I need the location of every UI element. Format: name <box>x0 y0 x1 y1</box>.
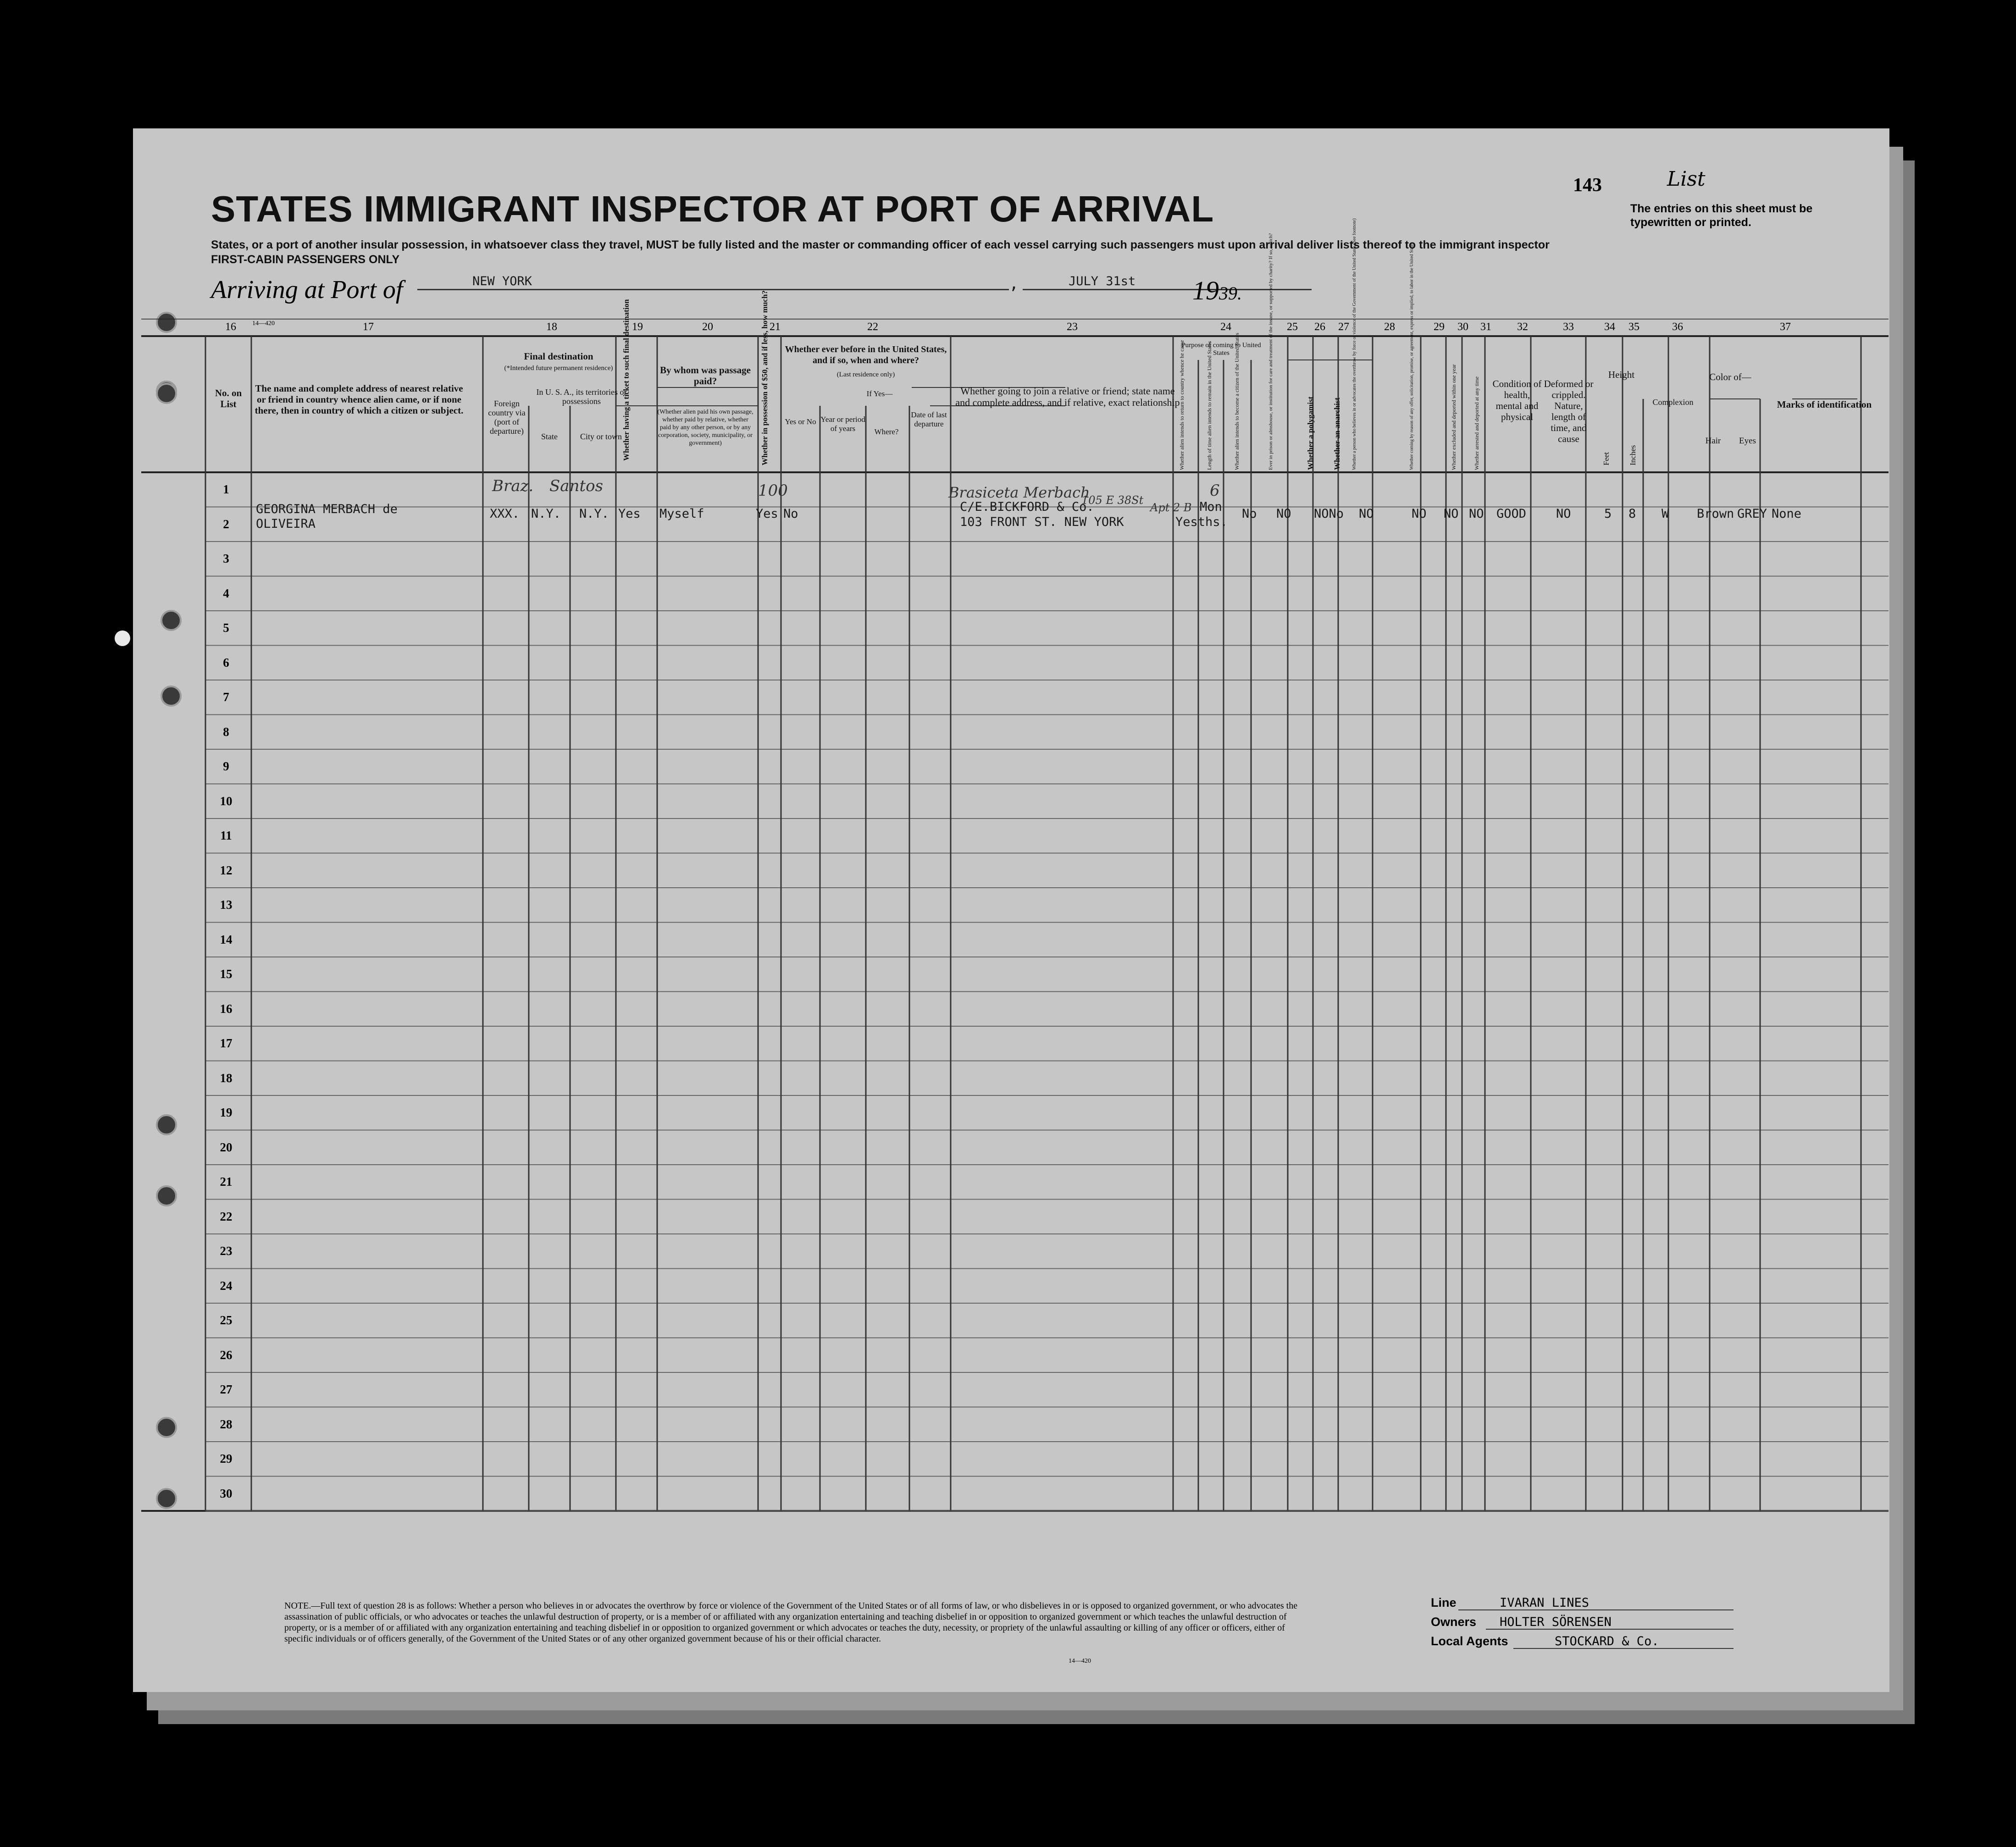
row-number: 16 <box>220 1001 233 1016</box>
col-header-22-ifyes: If Yes— <box>866 389 893 398</box>
col-header-34: Height <box>1608 369 1635 380</box>
col-header-25: Ever in prison or almshouse, or institution for care and treatment of the insane, or supported by charity? If so, which? <box>1268 233 1274 470</box>
col-header-36-eyes: Eyes <box>1739 436 1756 446</box>
row-number: 24 <box>220 1278 233 1293</box>
form-number-top: 14—420 <box>252 320 275 327</box>
hand-join2: 105 E 38St <box>1081 494 1144 507</box>
row-number: 18 <box>220 1071 233 1085</box>
year-suffix: 39. <box>1219 283 1242 304</box>
footnote: NOTE.—Full text of question 28 is as follows: Whether a person who believes in or advocates the overthrow by force or violence of the Government of the United States or of all forms of law, or who disbelieves in or is opposed to organized government, or who advocates the assassination of public officials, or who advocates or teaches the unlawful destruction of property, or is a member of or affiliated with any organization entertaining and teaching disbelief in or opposition to organized government or which teaches the unlawful destruction of property, or is a member of or affiliated with any organization entertaining and teaching disbelief in or opposition to organized government or which advocates or teaches the duty, necessity, or propriety of the unlawful assaulting or killing of any officer or officers, either of specific individuals or of officers generally, of the Government of the United States or of any other organized government because of his or their official character. <box>284 1601 1298 1644</box>
row-number: 12 <box>220 863 233 877</box>
entry-before: No <box>783 507 798 521</box>
col-num-33: 33 <box>1563 321 1574 333</box>
col-header-16: No. on List <box>215 387 242 409</box>
col-num-22: 22 <box>867 321 878 333</box>
agents-value: STOCKARD & Co. <box>1555 1634 1659 1648</box>
row-number: 21 <box>220 1175 233 1189</box>
row-number: 25 <box>220 1313 233 1327</box>
agents-underline <box>1513 1648 1734 1649</box>
col-header-22-yesno: Yes or No <box>785 417 816 426</box>
entry-health: GOOD <box>1496 507 1527 521</box>
col-header-27: Whether an anarchist <box>1333 397 1341 470</box>
col-header-21: Whether in possession of $50, and if less, how much? <box>760 290 769 465</box>
col-num-19: 19 <box>632 321 643 333</box>
col-header-37: Marks of identification <box>1777 399 1872 410</box>
line-label: Line <box>1431 1596 1457 1609</box>
col-header-35: Complexion <box>1652 398 1694 407</box>
entry-join-line1: C/E.BICKFORD & Co. <box>960 500 1094 514</box>
col-num-18: 18 <box>546 321 557 333</box>
col-header-20: By whom was passage paid? <box>660 365 751 387</box>
entry-feet: 5 <box>1604 507 1612 521</box>
entry-city: N.Y. <box>579 507 609 521</box>
line-underline <box>1458 1609 1734 1610</box>
entry-c26: NO <box>1276 507 1291 521</box>
col-num-35: 35 <box>1628 321 1639 333</box>
entry-join-line2: 103 FRONT ST. NEW YORK <box>960 515 1124 529</box>
agents-label: Local Agents <box>1431 1634 1508 1648</box>
row-number: 8 <box>223 724 229 739</box>
col-header-23: Whether going to join a relative or friend; state name and complete address, and if relative, exact relationship <box>955 385 1180 408</box>
port-field <box>417 289 1009 290</box>
entry-deformed: NO <box>1556 507 1571 521</box>
col-header-29: Whether coming by reason of any offer, solicitation, promise, or agreement, express or implied, to labor in the United States <box>1409 242 1414 470</box>
port-value: NEW YORK <box>472 274 532 288</box>
punch-hole <box>115 630 130 646</box>
entry-purpose-line1: Mon <box>1200 500 1222 514</box>
row-number: 22 <box>220 1209 233 1223</box>
row-number: 27 <box>220 1382 233 1396</box>
owners-value: HOLTER SÖRENSEN <box>1500 1615 1612 1629</box>
col-num-25: 25 <box>1287 321 1298 333</box>
col-header-28: Whether a person who believes in or advocates the overthrow by force or violence of the Government of the United States (See footnote) <box>1352 218 1357 470</box>
entry-complexion: W <box>1662 507 1669 521</box>
class-note: FIRST-CABIN PASSENGERS ONLY <box>211 253 400 266</box>
entry-state: N.Y. <box>531 507 561 521</box>
hand-purpose: 6 <box>1210 481 1220 500</box>
entry-hair: Brown <box>1697 507 1734 521</box>
col-num-27: 27 <box>1338 321 1349 333</box>
row-number: 28 <box>220 1417 233 1431</box>
line-row <box>1431 1596 1590 1610</box>
col-num-29: 29 <box>1434 321 1445 333</box>
col-num-23: 23 <box>1067 321 1078 333</box>
page-title: STATES IMMIGRANT INSPECTOR AT PORT OF ARRIVAL <box>211 188 1214 229</box>
col-header-32: Condition of health, mental and physical <box>1492 378 1542 422</box>
agents-row <box>1431 1634 1659 1648</box>
entry-ticket: Yes <box>618 507 641 521</box>
row-number: 20 <box>220 1140 233 1154</box>
entry-inches: 8 <box>1628 507 1636 521</box>
list-number: 143 <box>1573 175 1602 196</box>
arriving-label: Arriving at Port of <box>211 276 403 304</box>
row-number: 17 <box>220 1036 233 1050</box>
row-number: 1 <box>223 482 229 496</box>
entry-paid-by: Myself <box>659 507 704 521</box>
entry-fifty: Yes <box>756 507 778 521</box>
row-number: 30 <box>220 1486 233 1500</box>
list-note: The entries on this sheet must be typewritten or printed. <box>1630 202 1813 229</box>
col-header-22-sub: (Last residence only) <box>836 371 895 378</box>
row-number: 19 <box>220 1106 233 1119</box>
entry-foreign: XXX. <box>490 507 520 521</box>
year-prefix: 19 <box>1192 276 1219 305</box>
row-number: 4 <box>223 586 229 600</box>
list-label: List <box>1667 167 1706 191</box>
row-number: 11 <box>220 829 232 842</box>
row-number: 7 <box>223 690 229 704</box>
col-header-22-where: Where? <box>874 427 899 436</box>
row-number: 2 <box>223 517 229 531</box>
owners-underline <box>1486 1629 1734 1630</box>
col-num-31: 31 <box>1480 321 1491 333</box>
col-header-22-date: Date of last departure <box>911 410 947 428</box>
row-number: 29 <box>220 1452 233 1465</box>
row-number: 3 <box>223 552 229 565</box>
comma: , <box>1009 274 1019 293</box>
col-header-18-foreign: Foreign country via (port of departure) <box>488 399 526 436</box>
col-header-18-city: City or town <box>580 432 622 441</box>
col-header-36: Color of— <box>1709 371 1751 382</box>
col-header-17: The name and complete address of nearest relative or friend in country whence alien came, or if none there, then in country of which a citizen or subject. <box>255 383 464 416</box>
col-num-37: 37 <box>1780 321 1791 333</box>
col-num-21: 21 <box>770 321 781 333</box>
col-header-18-sub: (*Intended future permanent residence) <box>504 365 613 372</box>
hand-apt: Apt 2 B <box>1150 501 1192 514</box>
entry-c29: NO <box>1412 507 1427 521</box>
col-num-26: 26 <box>1314 321 1325 333</box>
hand-join: Brasiceta Merbach <box>948 484 1090 501</box>
col-header-18: Final destination <box>524 351 593 362</box>
row-number: 9 <box>223 759 229 773</box>
col-header-18-state: State <box>541 432 558 441</box>
line-value: IVARAN LINES <box>1500 1596 1590 1610</box>
entry-c25: No <box>1242 507 1257 521</box>
manifest-sheet <box>133 128 1889 1692</box>
form-number: 14—420 <box>1069 1658 1091 1665</box>
col-header-36-hair: Hair <box>1705 436 1721 446</box>
row-number: 6 <box>223 655 229 669</box>
row-number: 10 <box>220 794 233 808</box>
col-header-34-inches: Inches <box>1628 445 1637 465</box>
col-header-22: Whether ever before in the United States, and if so, when and where? <box>785 344 947 365</box>
row-number: 13 <box>220 898 233 912</box>
col-header-30: Whether excluded and deported within one year <box>1451 364 1457 470</box>
col-header-19: Whether having a ticket to such final destination <box>622 299 631 461</box>
col-header-26: Whether a polygamist <box>1306 396 1315 470</box>
entry-eyes: GREY <box>1737 507 1767 521</box>
col-num-36: 36 <box>1672 321 1683 333</box>
owners-row <box>1431 1615 1612 1629</box>
row-number: 5 <box>223 621 229 635</box>
entry-name-line1: GEORGINA MERBACH de <box>256 502 398 516</box>
col-header-24-v2: Length of time alien intends to remain in the United States <box>1206 341 1213 470</box>
hand-state-city: Santos <box>549 477 604 495</box>
hand-foreign: Braz. <box>492 477 534 495</box>
owners-label: Owners <box>1431 1615 1477 1629</box>
col-num-20: 20 <box>702 321 713 333</box>
row-number: 23 <box>220 1244 233 1258</box>
col-header-33: Deformed or crippled. Nature, length of time, and cause <box>1544 378 1594 444</box>
col-header-24-v1: Whether alien intends to return to country whence he came <box>1179 340 1185 470</box>
entry-marks: None <box>1772 507 1802 521</box>
col-num-34: 34 <box>1604 321 1615 333</box>
col-header-20-sub: (Whether alien paid his own passage, whether paid by relative, whether paid by any other person, or by any corporation, society, municipality, or government) <box>657 409 753 447</box>
col-num-30: 30 <box>1457 321 1468 333</box>
entry-name-line2: OLIVEIRA <box>256 517 316 531</box>
col-num-28: 28 <box>1384 321 1395 333</box>
col-num-17: 17 <box>363 321 374 333</box>
col-num-16: 16 <box>225 321 236 333</box>
col-header-31: Whether arrested and deported at any time <box>1473 376 1480 470</box>
year-label <box>1192 275 1242 306</box>
col-header-24: Purpose of coming to United States <box>1181 342 1261 357</box>
entry-c30: NO <box>1444 507 1459 521</box>
col-header-18-usa: In U. S. A., its territories or possessions <box>536 387 627 406</box>
instruction-text: States, or a port of another insular possession, in whatsoever class they travel, MUST be fully listed and the master or commanding officer of each vessel carrying such passengers must upon arrival deliver lists thereof to the immigrant inspector <box>211 238 1550 251</box>
entry-c27: NONo <box>1314 507 1344 521</box>
col-num-24: 24 <box>1220 321 1231 333</box>
hand-fifty: 100 <box>758 481 788 500</box>
row-number: 15 <box>220 967 233 981</box>
row-number: 26 <box>220 1348 233 1362</box>
date-value: JULY 31st <box>1069 274 1136 288</box>
col-num-32: 32 <box>1517 321 1528 333</box>
entry-c31: NO <box>1469 507 1484 521</box>
entry-c28: NO <box>1359 507 1374 521</box>
col-header-34-feet: Feet <box>1602 452 1611 465</box>
col-header-22-period: Year or period of years <box>820 415 865 433</box>
entry-purpose-line2: Yesths. <box>1175 515 1228 529</box>
row-number: 14 <box>220 932 233 946</box>
col-header-24-v3: Whether alien intends to become a citizen of the United States <box>1234 332 1240 470</box>
